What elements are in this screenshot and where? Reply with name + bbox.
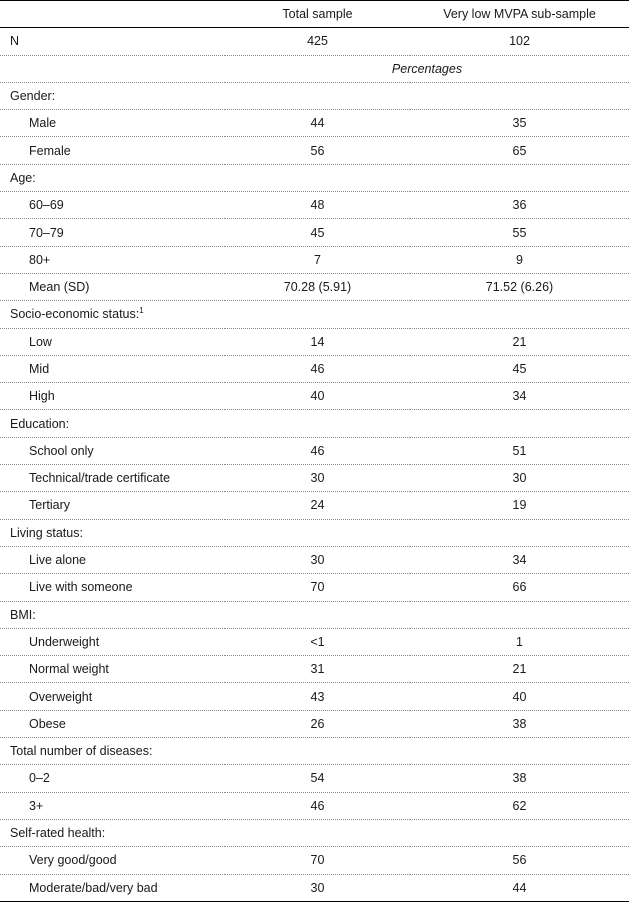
row-label: Overweight: [0, 683, 225, 710]
table-row: [0, 492, 629, 519]
total-sample-value: 45: [225, 219, 410, 246]
percentages-label: Percentages: [225, 55, 629, 82]
very-low-mvpa-value: 30: [410, 465, 629, 492]
row-label: Female: [0, 137, 225, 164]
total-sample-value: 14: [225, 328, 410, 355]
section-title: [0, 519, 629, 546]
section-title-text: Socio-economic status:: [10, 307, 140, 322]
row-label: Very good/good: [0, 847, 225, 874]
very-low-mvpa-value: 21: [410, 328, 629, 355]
section-title-text: Age:: [10, 170, 36, 185]
header-label-col: [0, 1, 225, 28]
row-label: Moderate/bad/very bad: [0, 874, 225, 901]
table-row: [0, 765, 629, 792]
table-row: [0, 546, 629, 573]
row-label: Underweight: [0, 628, 225, 655]
total-sample-value: 56: [225, 137, 410, 164]
section-title-text: Self-rated health:: [10, 826, 106, 841]
row-label: Male: [0, 110, 225, 137]
section-title: [0, 601, 629, 628]
table-row: [0, 246, 629, 273]
section-title-text: BMI:: [10, 607, 36, 622]
table-row: [0, 792, 629, 819]
table-row: [0, 137, 629, 164]
row-label: 3+: [0, 792, 225, 819]
very-low-mvpa-value: 44: [410, 874, 629, 901]
table-row: [0, 656, 629, 683]
section-title-text: Living status:: [10, 525, 83, 540]
very-low-mvpa-value: 38: [410, 765, 629, 792]
very-low-mvpa-value: 19: [410, 492, 629, 519]
total-sample-value: 70.28 (5.91): [225, 273, 410, 300]
row-label: Mid: [0, 355, 225, 382]
section-title: [0, 738, 629, 765]
very-low-mvpa-value: 21: [410, 656, 629, 683]
table-body: [0, 1, 629, 902]
section-title-text: Education:: [10, 416, 70, 431]
table-row: [0, 847, 629, 874]
very-low-mvpa-value: 71.52 (6.26): [410, 273, 629, 300]
section-row: [0, 519, 629, 546]
row-label: Obese: [0, 710, 225, 737]
very-low-mvpa-value: 38: [410, 710, 629, 737]
total-sample-value: 44: [225, 110, 410, 137]
very-low-mvpa-value: 62: [410, 792, 629, 819]
section-title: [0, 410, 629, 437]
total-sample-value: 43: [225, 683, 410, 710]
footnote-marker: 1: [139, 306, 144, 316]
header-very-low-mvpa: Very low MVPA sub-sample: [410, 1, 629, 28]
total-sample-value: 24: [225, 492, 410, 519]
row-label: 80+: [0, 246, 225, 273]
table-row: [0, 683, 629, 710]
total-sample-value: 30: [225, 465, 410, 492]
table-row: [0, 437, 629, 464]
table-row: [0, 219, 629, 246]
section-row: [0, 601, 629, 628]
very-low-mvpa-value: 51: [410, 437, 629, 464]
total-sample-value: 7: [225, 246, 410, 273]
total-sample-value: 70: [225, 574, 410, 601]
total-sample-value: 54: [225, 765, 410, 792]
row-label: High: [0, 383, 225, 410]
total-sample-value: 30: [225, 874, 410, 901]
very-low-mvpa-value: 34: [410, 383, 629, 410]
row-label: School only: [0, 437, 225, 464]
row-label: Normal weight: [0, 656, 225, 683]
section-row: [0, 738, 629, 765]
total-sample-value: 40: [225, 383, 410, 410]
percentages-row: [0, 55, 629, 82]
section-row: [0, 164, 629, 191]
row-label: Low: [0, 328, 225, 355]
row-label: 60–69: [0, 192, 225, 219]
very-low-mvpa-value: 40: [410, 683, 629, 710]
row-label: Live alone: [0, 546, 225, 573]
very-low-mvpa-value: 36: [410, 192, 629, 219]
total-sample-value: 26: [225, 710, 410, 737]
blank-cell: [0, 55, 225, 82]
table-row: [0, 628, 629, 655]
section-row: [0, 82, 629, 109]
table-row: [0, 874, 629, 901]
section-title: [0, 164, 629, 191]
table-row: [0, 273, 629, 300]
very-low-mvpa-value: 1: [410, 628, 629, 655]
section-title: [0, 301, 629, 328]
total-sample-value: 70: [225, 847, 410, 874]
very-low-mvpa-value: 35: [410, 110, 629, 137]
total-sample-value: <1: [225, 628, 410, 655]
very-low-mvpa-value: 45: [410, 355, 629, 382]
table-row: [0, 355, 629, 382]
row-label: 0–2: [0, 765, 225, 792]
total-sample-value: 46: [225, 437, 410, 464]
table-row: [0, 328, 629, 355]
very-low-mvpa-value: 56: [410, 847, 629, 874]
section-title: [0, 819, 629, 846]
very-low-mvpa-value: 65: [410, 137, 629, 164]
table-row: [0, 110, 629, 137]
row-label: Mean (SD): [0, 273, 225, 300]
n-row: [0, 28, 629, 55]
total-sample-value: 48: [225, 192, 410, 219]
section-title: [0, 82, 629, 109]
header-row: [0, 1, 629, 28]
n-total: 425: [225, 28, 410, 55]
table-row: [0, 710, 629, 737]
section-row: [0, 301, 629, 328]
header-total-sample: Total sample: [225, 1, 410, 28]
table-row: [0, 192, 629, 219]
section-title-text: Gender:: [10, 89, 56, 104]
total-sample-value: 30: [225, 546, 410, 573]
total-sample-value: 46: [225, 792, 410, 819]
row-label: Live with someone: [0, 574, 225, 601]
n-label: N: [0, 28, 225, 55]
n-low: 102: [410, 28, 629, 55]
section-row: [0, 819, 629, 846]
row-label: Tertiary: [0, 492, 225, 519]
very-low-mvpa-value: 34: [410, 546, 629, 573]
table-row: [0, 465, 629, 492]
total-sample-value: 46: [225, 355, 410, 382]
row-label: Technical/trade certificate: [0, 465, 225, 492]
table-row: [0, 383, 629, 410]
section-title-text: Total number of diseases:: [10, 744, 153, 759]
very-low-mvpa-value: 66: [410, 574, 629, 601]
total-sample-value: 31: [225, 656, 410, 683]
row-label: 70–79: [0, 219, 225, 246]
table-row: [0, 574, 629, 601]
very-low-mvpa-value: 9: [410, 246, 629, 273]
very-low-mvpa-value: 55: [410, 219, 629, 246]
section-row: [0, 410, 629, 437]
